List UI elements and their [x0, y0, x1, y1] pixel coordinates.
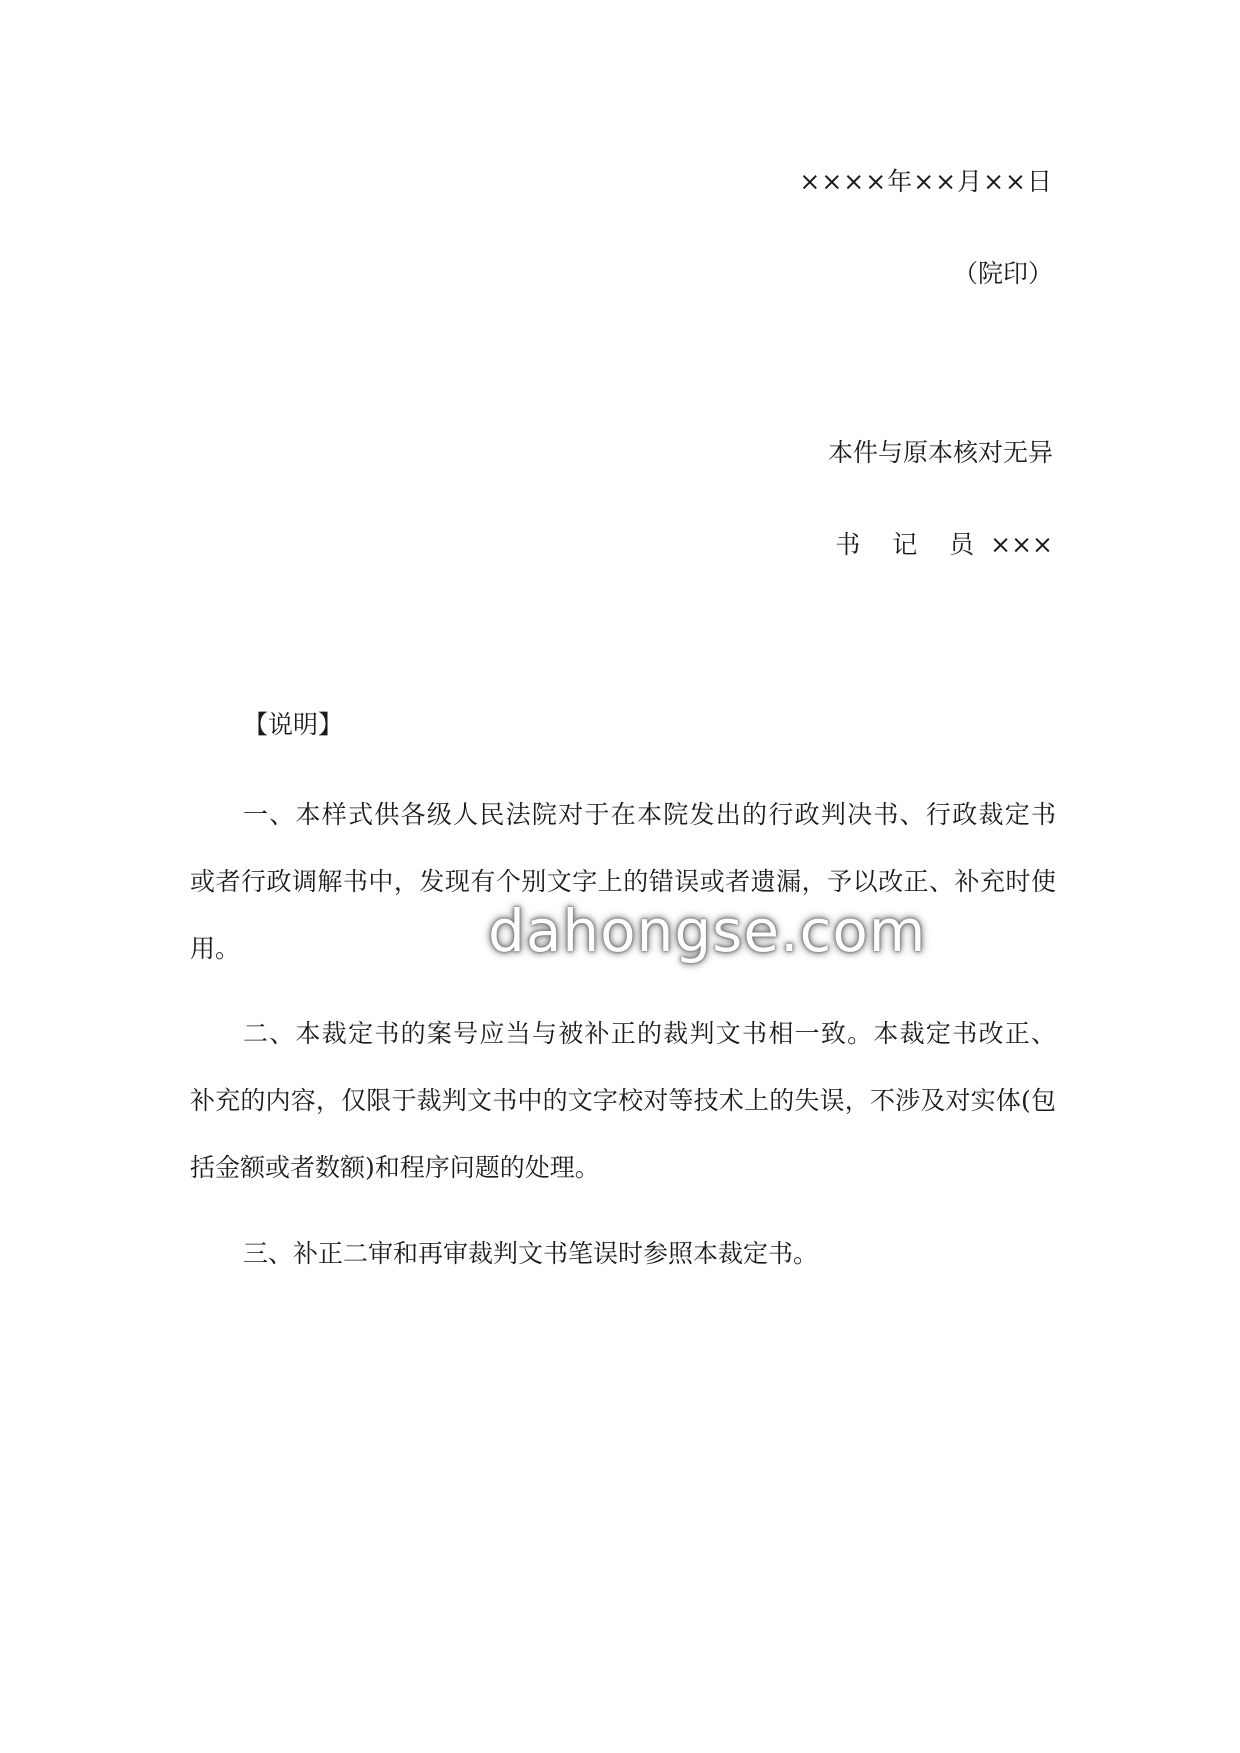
verification-statement: 本件与原本核对无异 [827, 438, 1053, 467]
note-paragraph-2 [190, 1000, 1056, 1201]
site-watermark: dahongse.com [488, 897, 927, 965]
court-seal-placeholder: （院印） [952, 259, 1053, 288]
paragraph-line: 补充的内容，仅限于裁判文书中的文字校对等技术上的失误，不涉及对实体(包 [190, 1086, 1056, 1115]
note-paragraph-3 [190, 1220, 1056, 1287]
clerk-label: 书 记 员 [835, 530, 987, 559]
paragraph-line: 或者行政调解书中，发现有个别文字上的错误或者遗漏，予以改正、补充时使 [190, 867, 1056, 896]
paragraph-line: 二、本裁定书的案号应当与被补正的裁判文书相一致。本裁定书改正、 [243, 1019, 1056, 1048]
notes-heading: 【说明】 [243, 710, 344, 739]
clerk-signature-line [835, 529, 1053, 561]
clerk-name: ××× [990, 530, 1053, 559]
date-line: ××××年××月××日 [799, 167, 1053, 196]
paragraph-line: 三、补正二审和再审裁判文书笔误时参照本裁定书。 [243, 1239, 819, 1268]
paragraph-line: 一、本样式供各级人民法院对于在本院发出的行政判决书、行政裁定书 [243, 800, 1056, 829]
paragraph-line: 用。 [190, 934, 241, 963]
paragraph-line: 括金额或者数额)和程序问题的处理。 [190, 1153, 600, 1182]
